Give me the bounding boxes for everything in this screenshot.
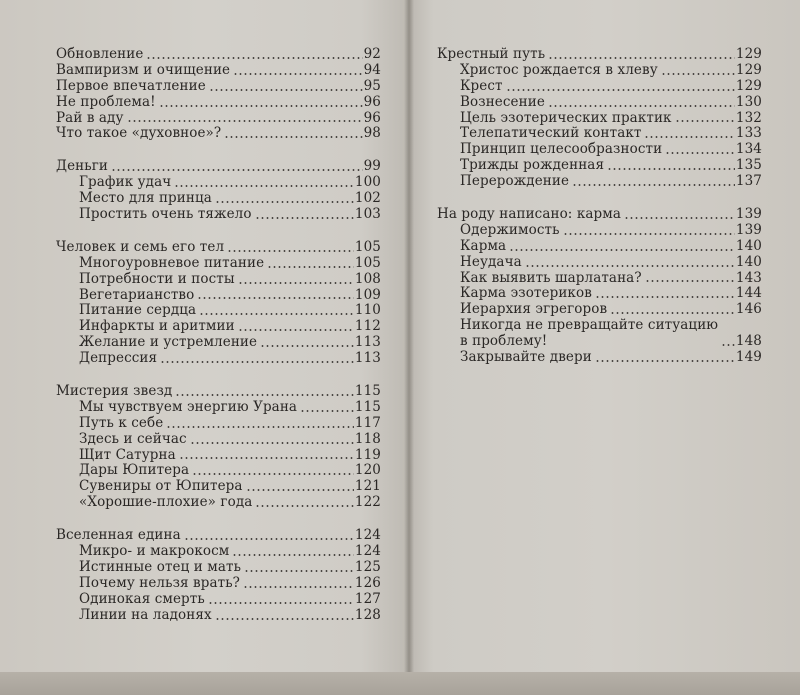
toc-chapter[interactable] [56,159,381,175]
toc-entry-title: Человек и семь его тел [56,238,225,255]
toc-page-number: 139 [735,221,762,238]
dot-leader [721,344,735,346]
toc-entry-title: Деньги [56,158,108,175]
toc-subentry[interactable] [437,158,762,174]
toc-entry-title: Как выявить шарлатана? [460,269,642,286]
toc-page-number: 124 [354,527,381,544]
toc-section [56,159,381,223]
toc-section [437,47,762,190]
toc-page-number: 108 [354,270,381,287]
dot-leader [175,394,354,396]
dot-leader [179,457,354,459]
toc-subentry[interactable] [56,463,381,479]
toc-chapter[interactable] [56,126,381,142]
toc-page-number: 129 [735,77,762,94]
toc-section [56,240,381,367]
toc-entry-title: Принцип целесообразности [460,141,663,158]
right-page [410,0,800,695]
toc-subentry[interactable] [56,560,381,576]
toc-page-number: 129 [735,45,762,62]
dot-leader [190,442,354,444]
toc-entry-title: Потребности и посты [79,270,235,287]
dot-leader [572,184,735,186]
dot-leader [506,89,735,91]
dot-leader [595,296,735,298]
toc-page-number: 133 [735,125,762,142]
toc-entry-title: Одержимость [460,221,560,238]
toc-subentry[interactable] [56,495,381,511]
toc-subentry[interactable] [437,302,762,318]
toc-entry-title: Щит Сатурна [79,446,176,463]
toc-page-number: 126 [354,574,381,591]
toc-entry-title: Депрессия [79,350,158,367]
toc-subentry[interactable] [56,479,381,495]
toc-subentry[interactable] [56,448,381,464]
toc-page-number: 137 [735,173,762,190]
dot-leader [509,249,735,251]
dot-leader [267,266,354,268]
toc-entry-title: Обновление [56,45,144,62]
dot-leader [166,426,354,428]
toc-entry-title: Неудача [460,253,522,270]
toc-subentry[interactable] [56,303,381,319]
toc-entry-title: Что такое «духовное»? [56,125,222,142]
toc-subentry[interactable] [437,63,762,79]
dot-leader [243,586,354,588]
toc-page-number: 129 [735,61,762,78]
toc-right-column [437,47,762,383]
toc-subentry[interactable] [437,223,762,239]
toc-subentry[interactable] [437,286,762,302]
toc-entry-title: Никогда не превращайте ситуацию в проблему! [460,317,719,350]
toc-entry-title: Телепатический контакт [460,125,642,142]
toc-entry-title: Вселенная едина [56,527,181,544]
toc-page-number: 94 [363,61,381,78]
toc-entry-title: Карма эзотериков [460,285,592,302]
toc-page-number: 130 [735,93,762,110]
toc-entry-title: Путь к себе [79,414,164,431]
dot-leader [675,120,735,122]
toc-page-number: 117 [354,414,381,431]
toc-page-number: 143 [735,269,762,286]
dot-leader [645,280,735,282]
toc-entry-title: Закрывайте двери [460,349,592,366]
page-bottom-edge [0,672,800,695]
dot-leader [525,265,735,267]
toc-page-number: 99 [363,158,381,175]
toc-subentry[interactable] [437,174,762,190]
toc-entry-title: Мистерия звезд [56,383,173,400]
toc-page-number: 112 [354,318,381,335]
toc-entry-title: Иерархия эгрегоров [460,301,608,318]
toc-subentry[interactable] [56,175,381,191]
toc-entry-title: Микро- и макрокосм [79,543,230,560]
toc-page-number: 92 [363,45,381,62]
toc-entry-title: Простить очень тяжело [79,206,252,222]
toc-page-number: 113 [354,350,381,367]
toc-subentry[interactable] [437,271,762,287]
toc-page-number: 119 [354,446,381,463]
toc-subentry[interactable] [56,272,381,288]
dot-leader [227,250,354,252]
toc-page-number: 113 [354,334,381,351]
toc-subentry[interactable] [437,95,762,111]
dot-leader [215,201,354,203]
toc-page-number: 103 [354,206,381,222]
toc-section [437,207,762,366]
dot-leader [255,217,354,219]
dot-leader [255,505,354,507]
toc-page-number: 139 [735,206,762,222]
toc-page-number: 148 [735,333,762,350]
dot-leader [300,410,354,412]
toc-chapter[interactable] [437,207,762,223]
toc-subentry[interactable] [437,142,762,158]
toc-subentry[interactable] [56,416,381,432]
dot-leader [159,105,363,107]
toc-subentry[interactable] [56,319,381,335]
toc-entry-title: Крест [460,77,503,94]
toc-subentry[interactable] [437,111,762,127]
dot-leader [548,105,735,107]
toc-page-number: 118 [354,430,381,447]
toc-subentry[interactable] [437,239,762,255]
toc-entry-title: Линии на ладонях [79,606,212,623]
toc-entry-title: Перерождение [460,173,570,190]
toc-page-number: 124 [354,543,381,560]
dot-leader [209,89,363,91]
dot-leader [665,152,735,154]
toc-entry-title: «Хорошие-плохие» года [79,494,253,511]
toc-subentry[interactable] [56,400,381,416]
toc-page-number: 135 [735,157,762,174]
toc-left-column [56,47,381,641]
dot-leader [246,489,354,491]
toc-entry-title: Сувениры от Юпитера [79,478,243,495]
toc-page-number: 120 [354,462,381,479]
toc-subentry[interactable] [437,79,762,95]
toc-section [56,47,381,142]
toc-entry-title: Рай в аду [56,109,124,126]
toc-page-number: 122 [354,494,381,511]
toc-entry-title: Мы чувствуем энергию Урана [79,398,298,415]
toc-entry-title: График удач [79,174,172,191]
dot-leader [232,554,354,556]
toc-page-number: 100 [354,174,381,191]
toc-entry-title: Инфаркты и аритмии [79,318,235,335]
toc-section [56,384,381,511]
toc-entry-title: Карма [460,237,507,254]
toc-page-number: 132 [735,109,762,126]
dot-leader [224,136,362,138]
toc-subentry[interactable] [56,576,381,592]
toc-page-number: 140 [735,237,762,254]
toc-page-number: 98 [363,125,381,142]
toc-subentry[interactable] [437,255,762,271]
toc-subentry[interactable] [56,207,381,223]
toc-page-number: 128 [354,606,381,623]
dot-leader [244,570,354,572]
dot-leader [260,345,354,347]
dot-leader [607,168,735,170]
dot-leader [610,312,735,314]
toc-page-number: 140 [735,253,762,270]
toc-chapter[interactable] [56,95,381,111]
toc-chapter[interactable] [56,240,381,256]
toc-subentry[interactable] [56,288,381,304]
dot-leader [563,233,735,235]
toc-subentry[interactable] [56,608,381,624]
toc-entry-title: Истинные отец и мать [79,558,242,575]
toc-entry-title: Первое впечатление [56,77,206,94]
book-gutter [404,0,414,695]
toc-page-number: 110 [354,302,381,319]
toc-subentry[interactable] [437,350,762,366]
toc-page-number: 105 [354,238,381,255]
toc-entry-title: Вампиризм и очищение [56,61,231,78]
dot-leader [661,73,735,75]
dot-leader [184,538,354,540]
toc-page-number: 115 [354,398,381,415]
toc-page-number: 96 [363,93,381,110]
toc-entry-title: Здесь и сейчас [79,430,187,447]
toc-page-number: 127 [354,590,381,607]
toc-subentry[interactable] [56,335,381,351]
toc-subentry[interactable] [56,592,381,608]
toc-page-number: 109 [354,286,381,303]
toc-entry-title: Не проблема! [56,93,156,110]
toc-entry-title: Крестный путь [437,45,546,62]
toc-page-number: 149 [735,349,762,366]
dot-leader [199,313,354,315]
dot-leader [233,73,362,75]
toc-entry-title: Место для принца [79,190,212,207]
dot-leader [548,57,735,59]
toc-page-number: 144 [735,285,762,302]
toc-chapter[interactable] [56,528,381,544]
toc-entry-title: Вознесение [460,93,545,110]
dot-leader [174,185,354,187]
toc-page-number: 146 [735,301,762,318]
toc-entry-title: Одинокая смерть [79,590,205,607]
toc-page-number: 121 [354,478,381,495]
toc-subentry[interactable] [56,191,381,207]
toc-entry-title: Дары Юпитера [79,462,190,479]
toc-section [56,528,381,623]
toc-entry-title: Вегетарианство [79,286,195,303]
dot-leader [208,602,354,604]
dot-leader [192,473,354,475]
toc-page-number: 115 [354,383,381,400]
toc-subentry[interactable] [56,544,381,560]
toc-entry-title: На роду написано: карма [437,206,622,222]
toc-page-number: 105 [354,254,381,271]
toc-subentry[interactable] [56,432,381,448]
dot-leader [595,360,735,362]
dot-leader [624,217,735,219]
toc-chapter[interactable] [56,384,381,400]
dot-leader [215,618,354,620]
toc-entry-title: Желание и устремление [79,334,258,351]
dot-leader [197,297,354,299]
toc-page-number: 96 [363,109,381,126]
toc-subentry[interactable] [56,351,381,367]
toc-entry-title: Трижды рожденная [460,157,605,174]
dot-leader [127,120,363,122]
toc-entry-title: Многоуровневое питание [79,254,265,271]
dot-leader [111,169,363,171]
dot-leader [644,136,734,138]
toc-entry-title: Питание сердца [79,302,197,319]
toc-chapter[interactable] [56,111,381,127]
toc-chapter[interactable] [56,79,381,95]
dot-leader [238,329,354,331]
toc-subentry[interactable] [437,318,762,350]
toc-chapter[interactable] [56,63,381,79]
toc-chapter[interactable] [56,47,381,63]
toc-chapter[interactable] [437,47,762,63]
dot-leader [238,282,354,284]
toc-subentry[interactable] [437,126,762,142]
dot-leader [146,57,362,59]
toc-entry-title: Христос рождается в хлеву [460,61,658,78]
toc-page-number: 134 [735,141,762,158]
dot-leader [160,361,354,363]
toc-page-number: 95 [363,77,381,94]
toc-entry-title: Цель эзотерических практик [460,109,672,126]
toc-page-number: 125 [354,558,381,575]
toc-entry-title: Почему нельзя врать? [79,574,240,591]
toc-page-number: 102 [354,190,381,207]
toc-subentry[interactable] [56,256,381,272]
